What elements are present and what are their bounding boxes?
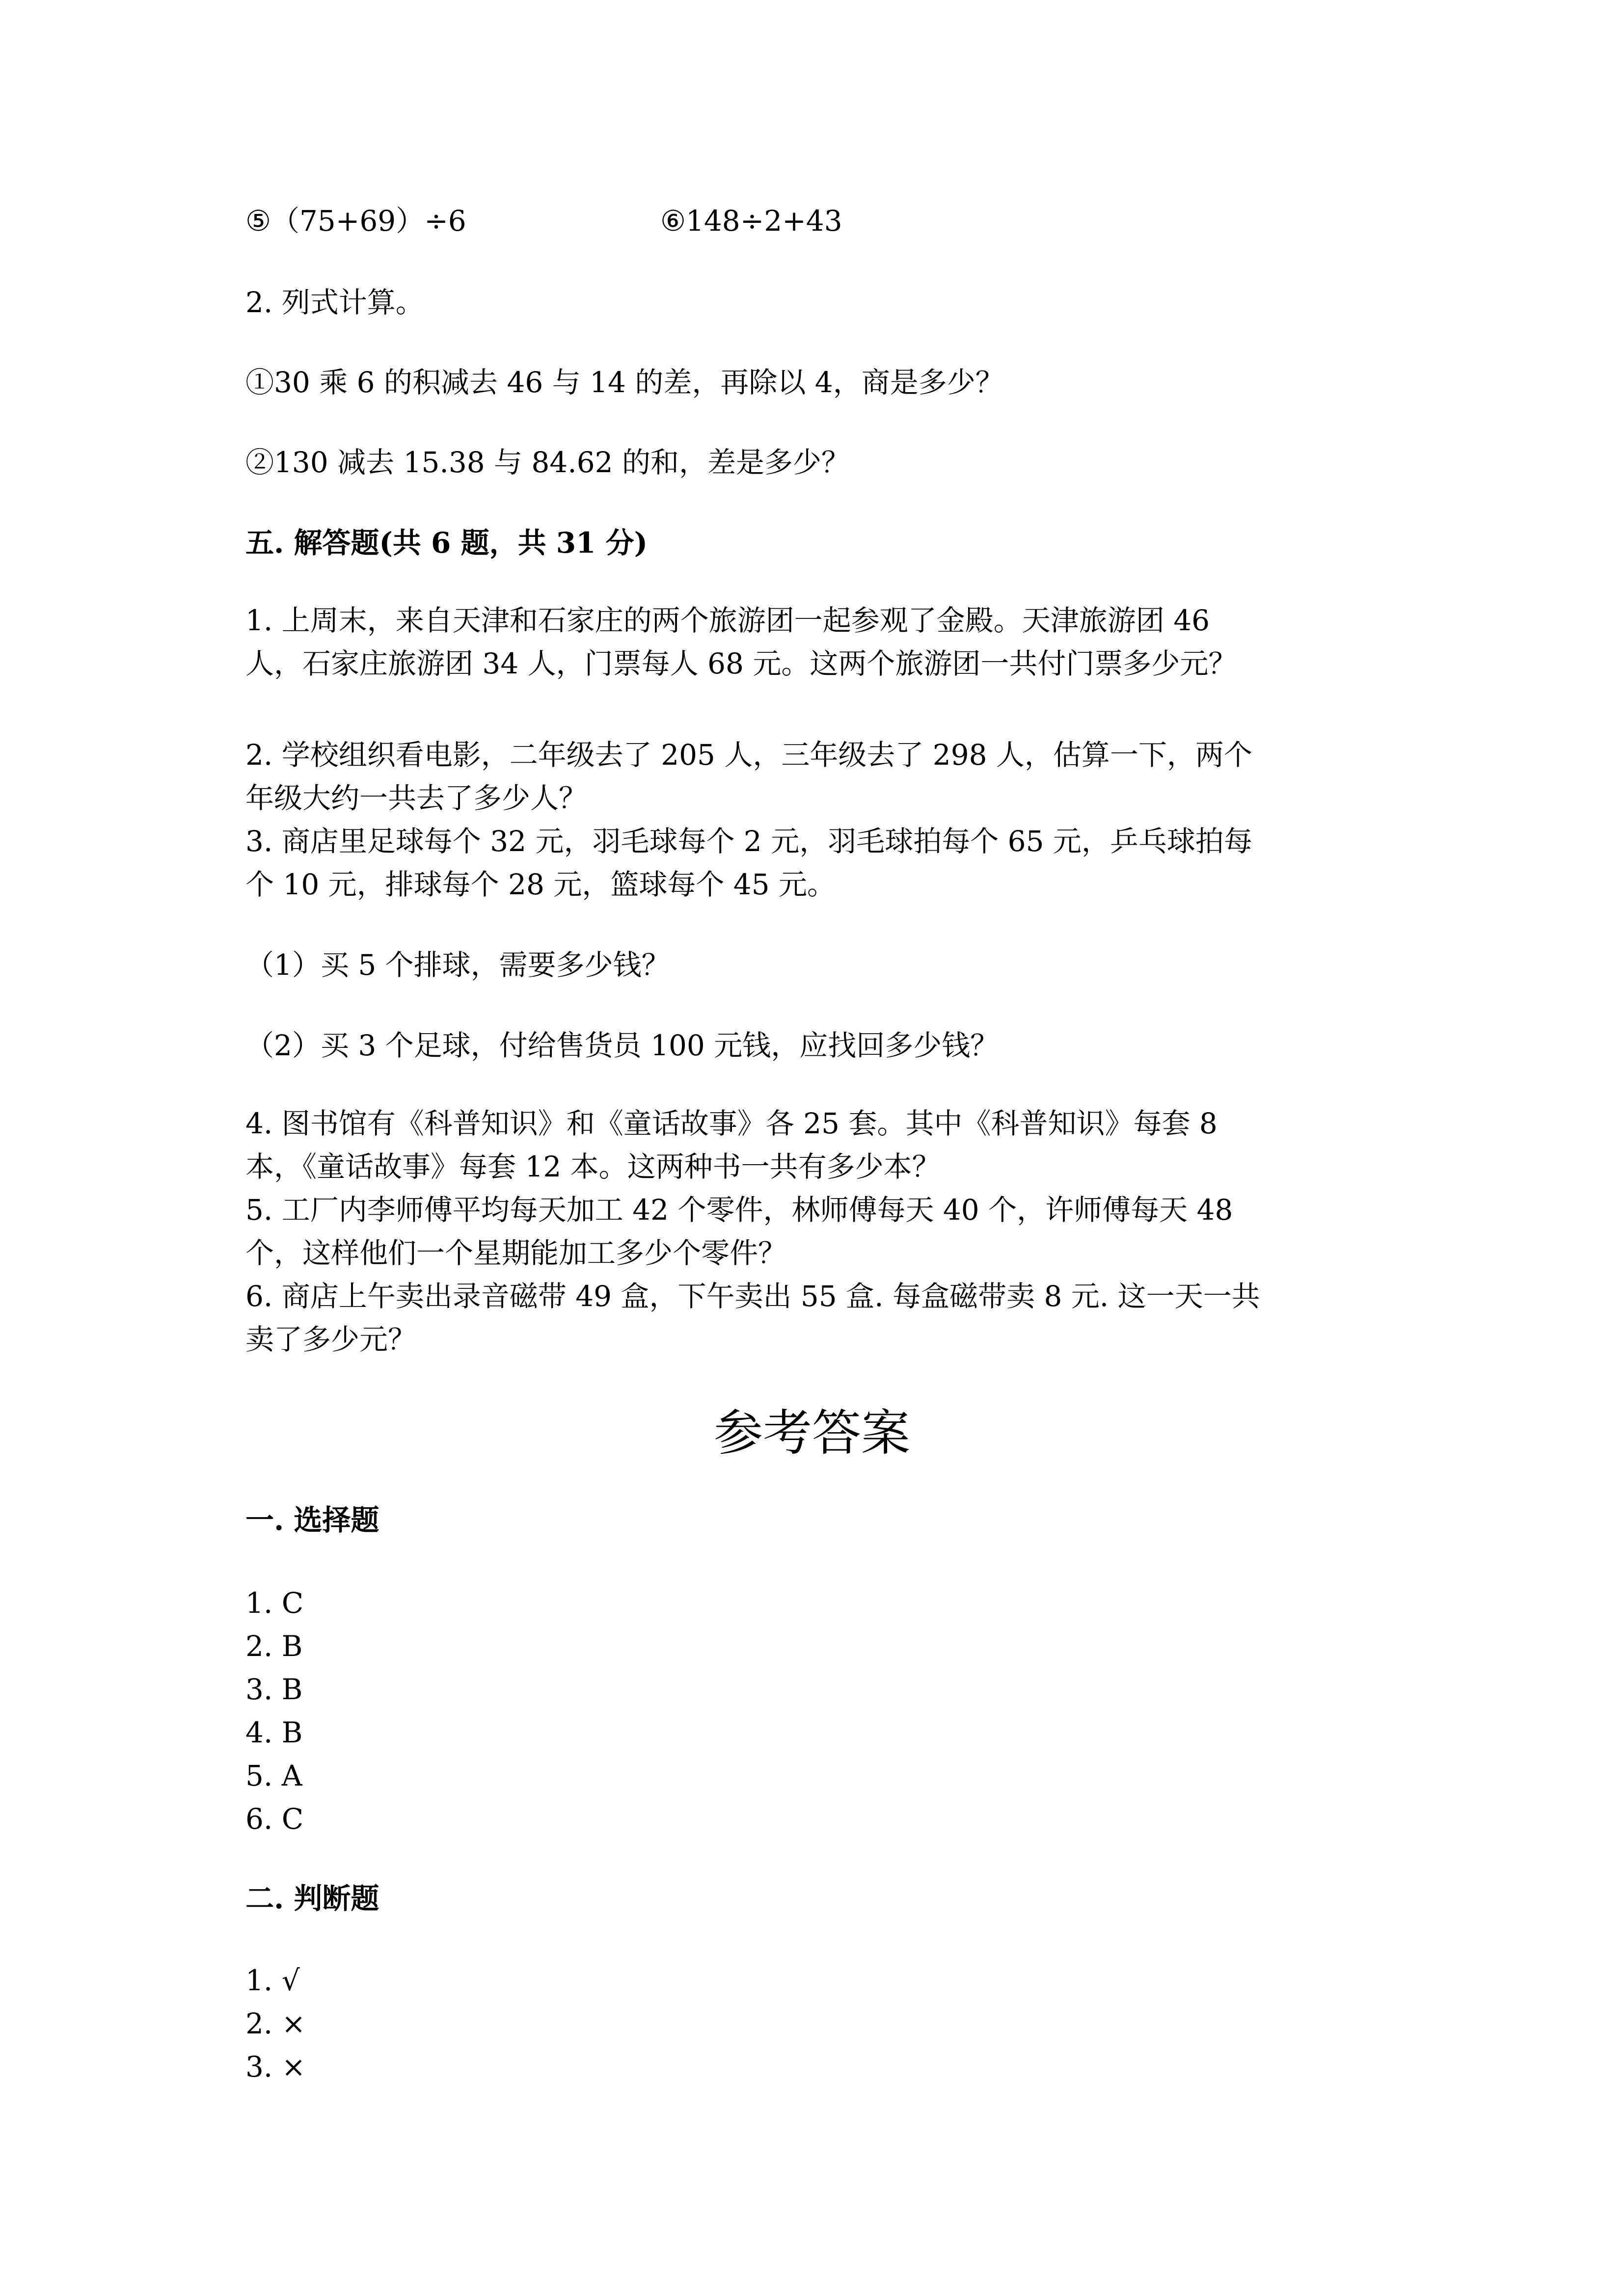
answer-item: 5. A (245, 1759, 302, 1792)
question-5-line-1: 5. 工厂内李师傅平均每天加工 42 个零件，林师傅每天 40 个，许师傅每天 48 (245, 1193, 1233, 1227)
question-3-sub-1: （1）买 5 个排球，需要多少钱？ (245, 948, 670, 982)
question-3-line-1: 3. 商店里足球每个 32 元，羽毛球每个 2 元，羽毛球拍每个 65 元，乒乓球拍每 (245, 825, 1252, 858)
answers-section-1-heading: 一. 选择题 (245, 1503, 379, 1537)
list-calc-heading: 2. 列式计算。 (245, 286, 424, 319)
question-4-line-1: 4. 图书馆有《科普知识》和《童话故事》各 25 套。其中《科普知识》每套 8 (245, 1107, 1218, 1140)
answer-item: 3. × (245, 2050, 306, 2083)
answer-item: 1. √ (245, 1964, 300, 1997)
answer-item: 1. C (245, 1586, 304, 1620)
answers-title: 参考答案 (714, 1404, 910, 1462)
question-6-line-1: 6. 商店上午卖出录音磁带 49 盒，下午卖出 55 盒. 每盒磁带卖 8 元. 这一天一共 (245, 1280, 1260, 1313)
answer-item: 4. B (245, 1716, 303, 1749)
question-2-line-2: 年级大约一共去了多少人？ (245, 781, 588, 815)
section-5-heading: 五. 解答题(共 6 题，共 31 分) (245, 526, 648, 560)
calc-item-5: ⑤（75+69）÷6 (245, 204, 466, 238)
answer-item: 2. B (245, 1629, 303, 1663)
question-4-line-2: 本，《童话故事》每套 12 本。这两种书一共有多少本？ (245, 1150, 941, 1183)
question-2-line-1: 2. 学校组织看电影，二年级去了 205 人，三年级去了 298 人，估算一下，两个 (245, 738, 1252, 772)
calc-item-6: ⑥148÷2+43 (660, 204, 842, 238)
answer-item: 2. × (245, 2007, 306, 2040)
question-1-line-2: 人，石家庄旅游团 34 人，门票每人 68 元。这两个旅游团一共付门票多少元？ (245, 647, 1237, 680)
answer-item: 6. C (245, 1802, 304, 1836)
list-calc-question-1: ①30 乘 6 的积减去 46 与 14 的差，再除以 4，商是多少？ (245, 366, 1004, 399)
answers-section-2-heading: 二. 判断题 (245, 1882, 379, 1915)
question-3-line-2: 个 10 元，排球每个 28 元，篮球每个 45 元。 (245, 868, 836, 901)
question-6-line-2: 卖了多少元？ (245, 1323, 417, 1356)
list-calc-question-2: ②130 减去 15.38 与 84.62 的和，差是多少？ (245, 446, 850, 479)
question-5-line-2: 个，这样他们一个星期能加工多少个零件？ (245, 1236, 787, 1270)
answer-item: 3. B (245, 1673, 303, 1706)
question-1-line-1: 1. 上周末，来自天津和石家庄的两个旅游团一起参观了金殿。天津旅游团 46 (245, 604, 1210, 637)
question-3-sub-2: （2）买 3 个足球，付给售货员 100 元钱，应找回多少钱？ (245, 1029, 999, 1062)
